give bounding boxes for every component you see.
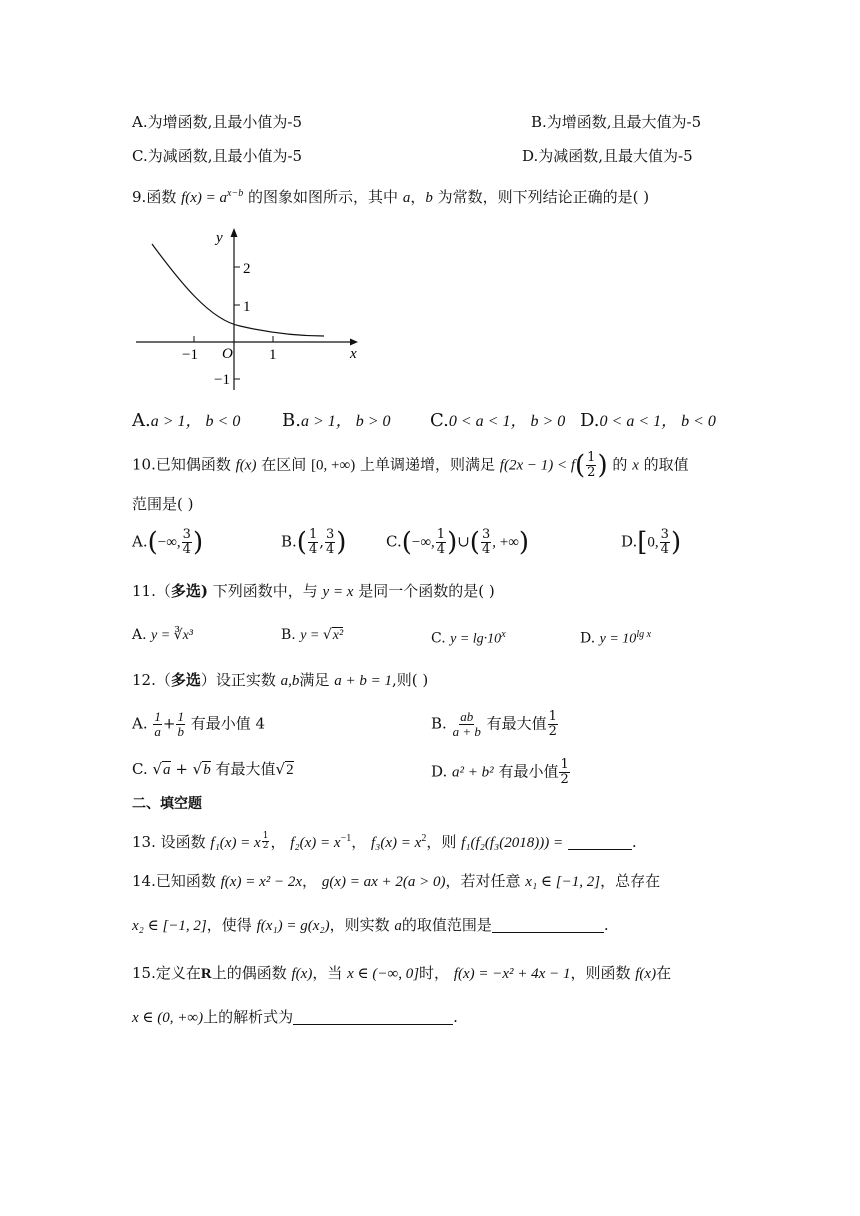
q9-option-a: A.a > 1， b < 0 bbox=[132, 410, 241, 431]
section-heading: 二、填空题 bbox=[132, 796, 202, 812]
tick-y-2: 2 bbox=[243, 261, 251, 277]
q12-option-d: D. a² + b² 有最小值 $\frac{1}{2}$ bbox=[431, 757, 569, 787]
q10-option-a: A.(−∞, $\frac{3}{4}$ ) bbox=[132, 527, 204, 558]
multi-select-tag: 多选 bbox=[170, 671, 201, 689]
q14-stem-line1: 14.已知函数 f(x) = x² − 2x， g(x) = ax + 2(a > 0)，若对任意 x₁ ∈ [−1, 2]，总存在 bbox=[132, 872, 661, 890]
q15-stem-line1: 15.定义在R上的偶函数 f(x)，当 x ∈ (−∞, 0]时， f(x) = −x² + 4x − 1，则函数 f(x)在 bbox=[132, 964, 672, 982]
q11-option-c: C. $y = \lg\cdot 10^x$ bbox=[431, 629, 506, 647]
q10-option-d: D.[0, $\frac{3}{4}$ ) bbox=[621, 527, 682, 558]
y-axis-arrow bbox=[231, 228, 238, 237]
tick-y-1: 1 bbox=[243, 299, 251, 315]
q10-stem-line1: 10.已知偶函数 f(x) 在区间 [0, +∞) 上单调递增，则满足 f(2x − 1) < f( $\frac{1}{2}$ ) 的 x 的取值 bbox=[132, 450, 689, 481]
q10-option-c: C.(−∞, $\frac{1}{4}$ )∪( $\frac{3}{4}$ , +∞) bbox=[386, 527, 530, 558]
q10-stem-line2: 范围是( ) bbox=[132, 495, 194, 513]
q8-option-d: D.为减函数,且最大值为-5 bbox=[522, 147, 693, 165]
q8-option-b: B.为增函数,且最大值为-5 bbox=[531, 113, 702, 131]
q13-stem: 13. 设函数 f₁(x) = x $^{\frac{1}{2}}$ ， $f_2(x) = x^{-1}$， $f_3(x) = x^2$，则 f₁(f₂(f₃(2018))) = . bbox=[132, 831, 637, 851]
q10-option-b: B.( $\frac{1}{4}$ , $\frac{3}{4}$ ) bbox=[281, 527, 347, 558]
q8-option-a: A.为增函数,且最小值为-5 bbox=[132, 113, 302, 131]
q9-option-c: C.0 < a < 1， b > 0 bbox=[430, 410, 566, 431]
origin-label: O bbox=[222, 346, 233, 362]
answer-blank[interactable] bbox=[293, 1008, 453, 1025]
tick-x-m1: −1 bbox=[182, 347, 198, 363]
q12-option-b: B. $\frac{ab}{a + b}$ 有最大值 $\frac{1}{2}$ bbox=[431, 709, 557, 739]
y-label: y bbox=[216, 230, 223, 246]
q11-option-a: A. y = ∛x³ bbox=[132, 627, 194, 643]
q11-option-b: B. y = √x² bbox=[281, 627, 344, 643]
q11-option-d: D. $y = 10^{lg x}$ bbox=[580, 629, 652, 647]
q12-option-c: C. √a + √b 有最大值√2 bbox=[132, 760, 294, 778]
tick-y-m1: −1 bbox=[214, 372, 230, 388]
x-axis-arrow bbox=[350, 339, 358, 346]
q12-option-a: A. $\frac{1}{a}$ + $\frac{1}{b}$ 有最小值 4 bbox=[132, 709, 266, 739]
q11-stem: 11.（多选) 下列函数中，与 y = x 是同一个函数的是( ) bbox=[132, 582, 495, 600]
q9-func: f(x) = a bbox=[181, 190, 228, 206]
exp-curve bbox=[152, 244, 324, 336]
tick-x-1: 1 bbox=[269, 347, 277, 363]
answer-blank[interactable] bbox=[492, 916, 604, 933]
q9-option-b: B.a > 1， b > 0 bbox=[282, 410, 391, 431]
q9-option-d: D.0 < a < 1， b < 0 bbox=[580, 410, 716, 431]
q14-stem-line2: x₂ ∈ [−1, 2]，使得 f(x₁) = g(x₂)，则实数 a的取值范围是 . bbox=[132, 916, 609, 934]
q8-option-c: C.为减函数,且最小值为-5 bbox=[132, 147, 303, 165]
multi-select-tag: 多选) bbox=[170, 582, 208, 600]
q15-stem-line2: x ∈ (0, +∞)上的解析式为 . bbox=[132, 1008, 458, 1026]
answer-blank[interactable] bbox=[568, 833, 632, 850]
q9-graph bbox=[130, 222, 370, 392]
q9-stem: 9.函数 $f(x) = a^{x-b}$ 的图象如图所示，其中 a，b 为常数，则下列结论正确的是( ) bbox=[132, 188, 650, 206]
x-label: x bbox=[350, 346, 357, 362]
q12-stem: 12.（多选）设正实数 a,b满足 a + b = 1,则( ) bbox=[132, 671, 429, 689]
